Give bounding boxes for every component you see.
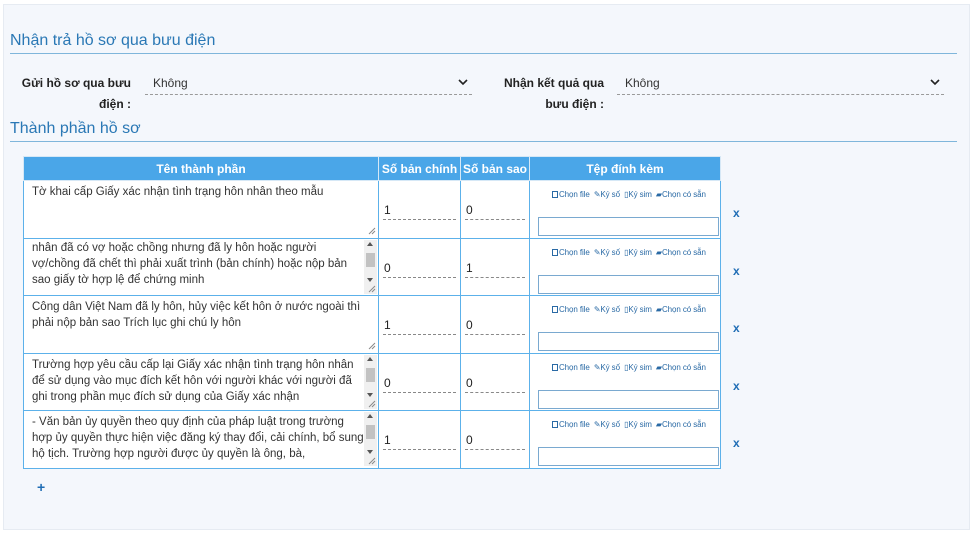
sign-sim-link[interactable]: ▯Ký sim <box>624 305 652 314</box>
sign-digital-link[interactable]: ✎Ký số <box>593 247 620 257</box>
table-row <box>24 411 721 469</box>
copies-count-cell <box>461 353 530 411</box>
copies-count-input[interactable]: 0 <box>465 374 525 393</box>
copies-count-input[interactable]: 0 <box>465 316 525 335</box>
table-row <box>24 238 721 296</box>
original-count-input[interactable]: 0 <box>383 374 456 393</box>
file-icon <box>552 306 558 313</box>
sign-digital-link[interactable]: ✎Ký số <box>593 362 620 372</box>
remove-row-button[interactable]: x <box>733 436 740 450</box>
remove-row-button[interactable]: x <box>733 264 740 278</box>
component-name-cell <box>24 353 379 411</box>
resize-handle-icon[interactable] <box>368 285 376 293</box>
attachment-cell <box>530 296 721 354</box>
choose-file-link[interactable]: Chọn file <box>552 420 590 429</box>
choose-file-link[interactable]: Chọn file <box>552 305 590 314</box>
file-input[interactable] <box>538 447 719 466</box>
file-icon <box>552 421 558 428</box>
resize-handle-icon[interactable] <box>368 400 376 408</box>
component-name-textarea[interactable]: Trường hợp yêu cầu cấp lại Giấy xác nhận tình trạng hôn nhân để sử dụng vào mục đích kết hôn với người khác với người đã ghi trong phần mục đích sử dụng của Giấy xác nhận <box>24 354 378 410</box>
copies-count-cell <box>461 296 530 354</box>
component-name-textarea[interactable]: Công dân Việt Nam đã ly hôn, hủy việc kết hôn ở nước ngoài thì phải nộp bản sao Trích lục ghi chú ly hôn <box>24 296 378 352</box>
table-row <box>24 181 721 239</box>
copies-count-input[interactable]: 0 <box>465 431 525 450</box>
remove-row-button[interactable]: x <box>733 379 740 393</box>
attachment-actions <box>552 190 708 199</box>
chevron-down-icon <box>930 75 940 89</box>
component-name-cell <box>24 296 379 354</box>
original-count-input[interactable]: 1 <box>383 431 456 450</box>
section-divider <box>10 141 957 142</box>
receive-by-post-label: Nhận kết quả qua bưu điện : <box>503 76 604 111</box>
component-name-textarea[interactable]: Tờ khai cấp Giấy xác nhận tình trạng hôn nhân theo mẫu <box>24 181 378 237</box>
sign-sim-link[interactable]: ▯Ký sim <box>624 420 652 429</box>
sign-digital-link[interactable]: ✎Ký số <box>593 420 620 429</box>
add-row-button[interactable]: + <box>37 479 46 495</box>
receive-by-post-select[interactable]: Không <box>617 73 944 95</box>
attachment-actions <box>552 363 708 372</box>
sign-digital-link[interactable]: ✎Ký số <box>593 190 620 199</box>
original-count-input[interactable]: 1 <box>383 201 456 220</box>
component-name-cell <box>24 238 379 296</box>
sign-sim-link[interactable]: ▯Ký sim <box>624 362 652 372</box>
sign-sim-link[interactable]: ▯Ký sim <box>624 247 652 257</box>
header-copies: Số bản sao <box>461 157 530 181</box>
attachment-actions <box>552 248 708 257</box>
resize-handle-icon[interactable] <box>368 342 376 350</box>
copies-count-cell <box>461 181 530 239</box>
choose-existing-link[interactable]: ▰Chọn có sẵn <box>655 305 706 314</box>
section-title-components: Thành phần hồ sơ <box>10 120 141 137</box>
component-name-textarea[interactable]: nhân đã có vợ hoặc chồng nhưng đã ly hôn hoặc người vợ/chồng đã chết thì phải xuất trình (bản chính) hoặc nộp bản sao giấy tờ hợp lệ để chứng minh <box>24 239 378 295</box>
choose-file-link[interactable]: Chọn file <box>552 190 590 199</box>
copies-count-input[interactable]: 1 <box>465 259 525 278</box>
attachment-actions <box>552 305 708 314</box>
choose-existing-link[interactable]: ▰Chọn có sẵn <box>655 420 706 429</box>
remove-row-button[interactable]: x <box>733 206 740 220</box>
resize-handle-icon[interactable] <box>368 457 376 465</box>
sign-sim-link[interactable]: ▯Ký sim <box>624 190 652 199</box>
table-row <box>24 296 721 354</box>
original-count-cell <box>379 411 461 469</box>
copies-count-cell <box>461 238 530 296</box>
attachment-cell <box>530 181 721 239</box>
header-original: Số bản chính <box>379 157 461 181</box>
choose-existing-link[interactable]: ▰Chọn có sẵn <box>655 190 706 199</box>
resize-handle-icon[interactable] <box>368 227 376 235</box>
sign-digital-link[interactable]: ✎Ký số <box>593 305 620 314</box>
original-count-cell <box>379 353 461 411</box>
send-by-post-select[interactable]: Không <box>145 73 472 95</box>
original-count-cell <box>379 296 461 354</box>
attachment-cell <box>530 238 721 296</box>
component-name-cell <box>24 411 379 469</box>
attachment-actions <box>552 420 708 429</box>
file-icon <box>552 364 558 371</box>
choose-existing-link[interactable]: ▰Chọn có sẵn <box>655 247 706 257</box>
table-row <box>24 353 721 411</box>
choose-existing-link[interactable]: ▰Chọn có sẵn <box>655 362 706 372</box>
original-count-input[interactable]: 0 <box>383 259 456 278</box>
choose-file-link[interactable]: Chọn file <box>552 363 590 372</box>
chevron-down-icon <box>458 75 468 89</box>
components-table <box>23 156 721 469</box>
file-input[interactable] <box>538 275 719 294</box>
file-icon <box>552 249 558 256</box>
header-attachment: Tệp đính kèm <box>530 157 721 181</box>
original-count-cell <box>379 238 461 296</box>
copies-count-cell <box>461 411 530 469</box>
section-divider <box>10 53 957 54</box>
copies-count-input[interactable]: 0 <box>465 201 525 220</box>
remove-row-button[interactable]: x <box>733 321 740 335</box>
file-icon <box>552 191 558 198</box>
file-input[interactable] <box>538 390 719 409</box>
section-title-post: Nhận trả hồ sơ qua bưu điện <box>10 32 216 49</box>
component-name-cell <box>24 181 379 239</box>
attachment-cell <box>530 411 721 469</box>
component-name-textarea[interactable]: - Văn bản ủy quyền theo quy định của pháp luật trong trường hợp ủy quyền thực hiện việc đăng ký thay đổi, cải chính, bổ sung hộ tịch. Trường hợp người được ủy quyền là ông, bà, <box>24 411 378 467</box>
send-by-post-label: Gửi hồ sơ qua bưu điện : <box>21 76 131 111</box>
choose-file-link[interactable]: Chọn file <box>552 248 590 257</box>
header-name: Tên thành phần <box>24 157 379 181</box>
file-input[interactable] <box>538 332 719 351</box>
original-count-cell <box>379 181 461 239</box>
file-input[interactable] <box>538 217 719 236</box>
attachment-cell <box>530 353 721 411</box>
original-count-input[interactable]: 1 <box>383 316 456 335</box>
